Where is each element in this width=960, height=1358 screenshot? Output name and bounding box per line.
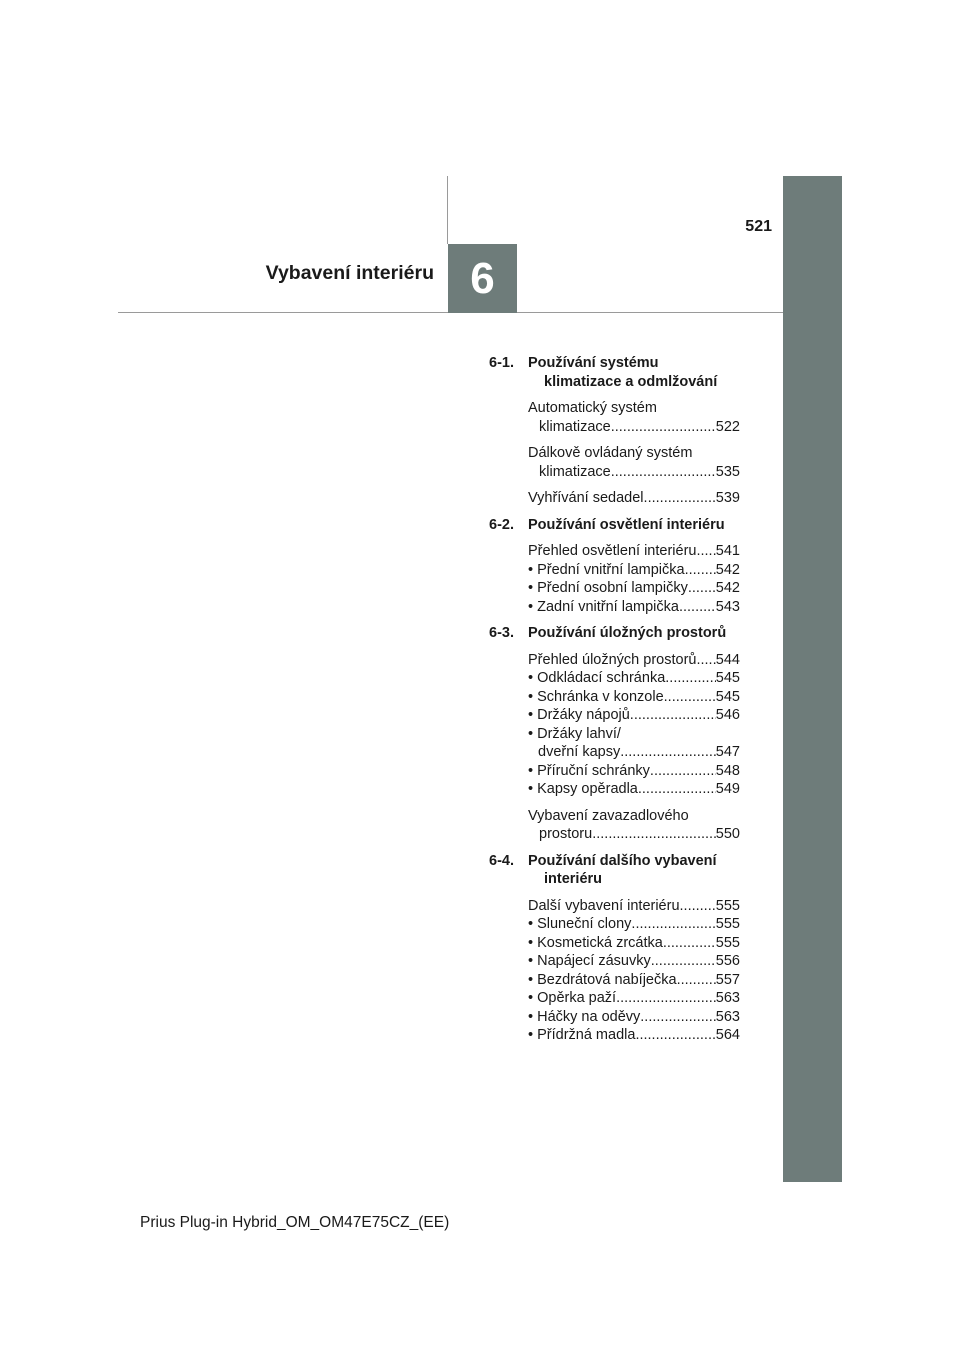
toc-page-number: 535 bbox=[715, 463, 740, 480]
toc-entry-leader-line bbox=[528, 1026, 740, 1045]
toc-entry-label: • Opěrka paží bbox=[528, 990, 617, 1006]
toc-page-number: 564 bbox=[715, 1027, 740, 1043]
toc-entry-leader-line bbox=[528, 489, 740, 508]
toc-section-number: 6-1. bbox=[489, 355, 514, 371]
toc-dot-leader bbox=[631, 915, 715, 934]
toc-entry-leader-line bbox=[528, 989, 740, 1008]
toc-entry bbox=[528, 444, 740, 481]
toc-entry-label: • Příruční schránky bbox=[528, 762, 650, 779]
toc-entry-leader-line bbox=[528, 542, 740, 561]
toc-subentry bbox=[528, 934, 740, 953]
header-vertical-rule bbox=[447, 176, 448, 244]
toc-entry-label: Vyhřívání sedadel bbox=[528, 490, 644, 506]
toc-dot-leader bbox=[688, 579, 716, 598]
toc-entry-label: klimatizace bbox=[539, 418, 611, 435]
toc-page-number: 544 bbox=[715, 651, 740, 668]
toc-dot-leader bbox=[638, 780, 716, 799]
toc-section-title-line: Používání systému bbox=[528, 355, 659, 371]
toc-dot-leader bbox=[630, 706, 716, 725]
toc-entry-label: • Napájecí zásuvky bbox=[528, 953, 651, 969]
toc-page-number: 539 bbox=[715, 490, 740, 506]
table-of-contents bbox=[489, 354, 740, 1045]
toc-subentry bbox=[528, 706, 740, 725]
toc-entry-label: Přehled osvětlení interiéru bbox=[528, 543, 697, 559]
toc-dot-leader bbox=[665, 669, 716, 688]
toc-page-number: 556 bbox=[715, 953, 740, 969]
toc-entry bbox=[528, 489, 740, 508]
toc-dot-leader bbox=[640, 1008, 716, 1027]
toc-section-number: 6-4. bbox=[489, 852, 514, 869]
toc-dot-leader bbox=[696, 651, 715, 670]
toc-entry-label: • Přední osobní lampičky bbox=[528, 580, 688, 596]
chapter-side-tab bbox=[783, 176, 842, 1182]
toc-entry-leader-line bbox=[528, 706, 740, 725]
toc-subentry bbox=[528, 952, 740, 971]
toc-entry-leader-line bbox=[528, 971, 740, 990]
toc-entry-label: dveřní kapsy bbox=[538, 744, 621, 760]
toc-section-title-line: klimatizace a odmlžování bbox=[544, 373, 718, 390]
toc-entry-label: • Přední vnitřní lampička bbox=[528, 561, 685, 578]
toc-section-title-line: interiéru bbox=[544, 871, 603, 887]
toc-entry-line: Automatický systém bbox=[528, 400, 657, 416]
toc-page-number: 548 bbox=[715, 762, 740, 779]
toc-subentry bbox=[528, 669, 740, 688]
toc-entry-label: • Držáky nápojů bbox=[528, 707, 630, 723]
chapter-number-box: 6 bbox=[448, 244, 517, 313]
toc-section-title-line: Používání úložných prostorů bbox=[528, 625, 727, 641]
toc-section-title bbox=[528, 852, 740, 889]
toc-dot-leader bbox=[664, 688, 716, 707]
toc-dot-leader bbox=[644, 489, 716, 508]
toc-entry-leader-line bbox=[528, 780, 740, 799]
toc-page-number: 543 bbox=[715, 598, 740, 615]
toc-page-number: 546 bbox=[715, 707, 740, 723]
toc-subentry bbox=[528, 989, 740, 1008]
toc-dot-leader bbox=[680, 897, 716, 916]
toc-section-title bbox=[528, 354, 740, 391]
toc-section-heading bbox=[489, 624, 740, 643]
toc-subentry bbox=[528, 762, 740, 781]
toc-page-number: 555 bbox=[715, 916, 740, 932]
toc-section-heading bbox=[489, 354, 740, 391]
toc-dot-leader bbox=[592, 825, 716, 844]
toc-dot-leader bbox=[696, 542, 715, 561]
toc-entry-label: • Odkládací schránka bbox=[528, 670, 666, 686]
toc-entry-label: • Schránka v konzole bbox=[528, 688, 664, 705]
toc-entry-label: • Přídržná madla bbox=[528, 1027, 636, 1043]
toc-page-number: 555 bbox=[715, 934, 740, 951]
toc-entry-leader-line bbox=[528, 1008, 740, 1027]
toc-entry-leader-line bbox=[528, 561, 740, 580]
toc-entry bbox=[528, 399, 740, 436]
toc-page-number: 541 bbox=[715, 543, 740, 559]
toc-entry bbox=[528, 651, 740, 670]
toc-dot-leader bbox=[679, 598, 716, 617]
toc-subentry bbox=[528, 598, 740, 617]
toc-dot-leader bbox=[677, 971, 716, 990]
toc-dot-leader bbox=[611, 418, 716, 437]
toc-page-number: 557 bbox=[715, 971, 740, 988]
toc-entry-label: Další vybavení interiéru bbox=[528, 897, 680, 914]
toc-entry-leader-line bbox=[528, 934, 740, 953]
toc-section-title-line: Používání dalšího vybavení bbox=[528, 852, 717, 869]
toc-section-number: 6-3. bbox=[489, 625, 514, 641]
toc-entry-label: klimatizace bbox=[539, 463, 611, 480]
toc-entry-leader-line bbox=[528, 825, 740, 844]
toc-page-number: 550 bbox=[715, 826, 740, 842]
toc-entry bbox=[528, 807, 740, 844]
toc-entry-label: Přehled úložných prostorů bbox=[528, 651, 697, 668]
toc-section-heading bbox=[489, 516, 740, 535]
toc-page-number: 563 bbox=[715, 1008, 740, 1025]
toc-entry bbox=[528, 897, 740, 916]
toc-page-number: 563 bbox=[715, 990, 740, 1006]
toc-entry-leader-line bbox=[528, 463, 740, 482]
toc-subentry bbox=[528, 725, 740, 762]
toc-entry-label: prostoru bbox=[539, 826, 593, 842]
footer-document-id: Prius Plug-in Hybrid_OM_OM47E75CZ_(EE) bbox=[140, 1214, 450, 1231]
chapter-title: Vybavení interiéru bbox=[265, 262, 434, 284]
toc-entry-leader-line bbox=[528, 762, 740, 781]
toc-section-title bbox=[528, 624, 740, 643]
toc-entry-leader-line bbox=[528, 669, 740, 688]
toc-entry-label: • Kosmetická zrcátka bbox=[528, 934, 663, 951]
toc-page-number: 545 bbox=[715, 688, 740, 705]
toc-entry-line: • Držáky lahví/ bbox=[528, 725, 621, 742]
toc-subentry bbox=[528, 971, 740, 990]
toc-entry-leader-line bbox=[528, 915, 740, 934]
toc-page-number: 545 bbox=[715, 670, 740, 686]
toc-entry-label: • Háčky na oděvy bbox=[528, 1008, 641, 1025]
toc-page-number: 549 bbox=[715, 781, 740, 797]
toc-page-number: 522 bbox=[715, 418, 740, 435]
toc-entry-line: Vybavení zavazadlového bbox=[528, 807, 689, 824]
toc-dot-leader bbox=[651, 952, 716, 971]
toc-page-number: 542 bbox=[715, 561, 740, 578]
toc-entry bbox=[528, 542, 740, 561]
toc-entry-leader-line bbox=[528, 897, 740, 916]
toc-page-number: 555 bbox=[715, 897, 740, 914]
toc-entry-leader-line bbox=[528, 651, 740, 670]
toc-entry-leader-line bbox=[528, 688, 740, 707]
toc-entry-leader-line bbox=[528, 952, 740, 971]
toc-dot-leader bbox=[611, 463, 716, 482]
toc-subentry bbox=[528, 915, 740, 934]
toc-entry-label: • Bezdrátová nabíječka bbox=[528, 971, 677, 988]
toc-subentry bbox=[528, 1026, 740, 1045]
toc-section-number: 6-2. bbox=[489, 516, 514, 533]
toc-page-number: 547 bbox=[715, 744, 740, 760]
toc-section-title bbox=[528, 516, 740, 535]
toc-dot-leader bbox=[620, 743, 716, 762]
toc-entry-label: • Kapsy opěradla bbox=[528, 781, 638, 797]
toc-subentry bbox=[528, 780, 740, 799]
toc-entry-leader-line bbox=[528, 743, 740, 762]
toc-section-title-line: Používání osvětlení interiéru bbox=[528, 516, 725, 533]
page-number: 521 bbox=[745, 218, 772, 235]
toc-dot-leader bbox=[663, 934, 716, 953]
toc-entry-line: Dálkově ovládaný systém bbox=[528, 445, 693, 461]
toc-subentry bbox=[528, 579, 740, 598]
toc-entry-leader-line bbox=[528, 418, 740, 437]
toc-entry-leader-line bbox=[528, 579, 740, 598]
toc-section-heading bbox=[489, 852, 740, 889]
toc-dot-leader bbox=[685, 561, 716, 580]
toc-entry-label: • Sluneční clony bbox=[528, 916, 632, 932]
toc-subentry bbox=[528, 561, 740, 580]
toc-dot-leader bbox=[616, 989, 716, 1008]
toc-entry-label: • Zadní vnitřní lampička bbox=[528, 598, 679, 615]
toc-entry-leader-line bbox=[528, 598, 740, 617]
toc-dot-leader bbox=[635, 1026, 715, 1045]
toc-page-number: 542 bbox=[715, 580, 740, 596]
toc-subentry bbox=[528, 688, 740, 707]
toc-dot-leader bbox=[650, 762, 716, 781]
toc-subentry bbox=[528, 1008, 740, 1027]
